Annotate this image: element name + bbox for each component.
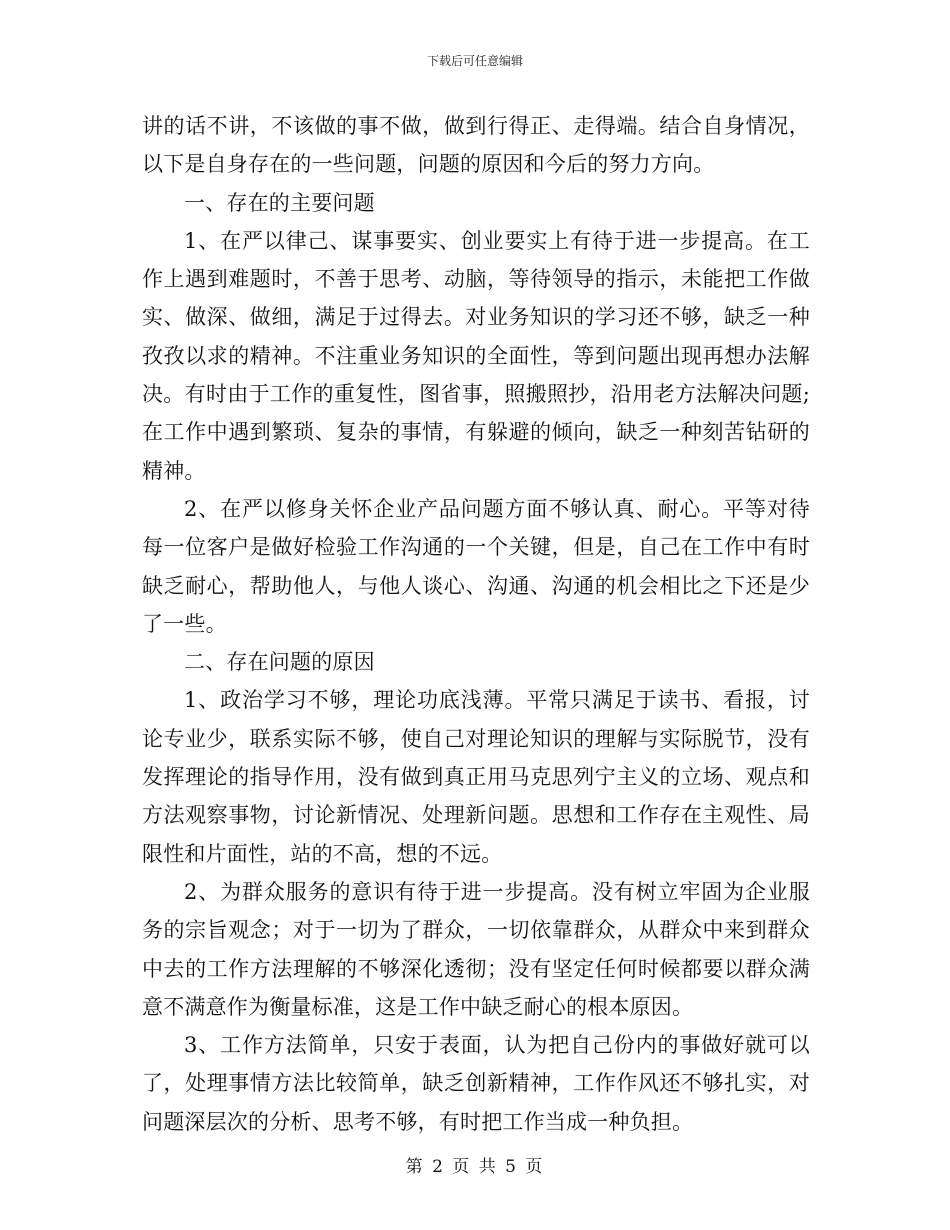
paragraph-continuation: 讲的话不讲，不该做的事不做，做到行得正、走得端。结合自身情况，以下是自身存在的一些问题，问题的原因和今后的努力方向。 [142,114,810,177]
page-number-footer: 第 2 页 共 5 页 [405,1157,545,1177]
page-header-note: 下载后可任意编辑 [426,54,523,68]
document-body [142,107,810,1141]
section-heading-causes: 二、存在问题的原因 [184,650,375,675]
paragraph-problem-2: 2、在严以修身关怀企业产品问题方面不够认真、耐心。平等对待每一位客户是做好检验工作沟通的一个关键，但是，自己在工作中有时缺乏耐心，帮助他人，与他人谈心、沟通、沟通的机会相比之下还是少了一些。 [142,496,810,636]
paragraph-cause-1: 1、政治学习不够，理论功底浅薄。平常只满足于读书、看报，讨论专业少，联系实际不够，使自己对理论知识的理解与实际脱节，没有发挥理论的指导作用，没有做到真正用马克思列宁主义的立场、观点和方法观察事物，讨论新情况、处理新问题。思想和工作存在主观性、局限性和片面性，站的不高，想的不远。 [142,688,810,866]
paragraph-problem-1: 1、在严以律己、谋事要实、创业要实上有待于进一步提高。在工作上遇到难题时，不善于思考、动脑，等待领导的指示，未能把工作做实、做深、做细，满足于过得去。对业务知识的学习还不够，缺乏一种孜孜以求的精神。不注重业务知识的全面性，等到问题出现再想办法解决。有时由于工作的重复性，图省事，照搬照抄，沿用老方法解决问题;在工作中遇到繁琐、复杂的事情，有躲避的倾向，缺乏一种刻苦钻研的精神。 [142,228,810,483]
paragraph-cause-2: 2、为群众服务的意识有待于进一步提高。没有树立牢固为企业服务的宗旨观念；对于一切为了群众，一切依靠群众，从群众中来到群众中去的工作方法理解的不够深化透彻；没有坚定任何时候都要以群众满意不满意作为衡量标准，这是工作中缺乏耐心的根本原因。 [142,879,810,1019]
section-heading-main-problems: 一、存在的主要问题 [184,190,375,215]
paragraph-cause-3: 3、工作方法简单，只安于表面，认为把自己份内的事做好就可以了，处理事情方法比较简单，缺乏创新精神，工作作风还不够扎实，对问题深层次的分析、思考不够，有时把工作当成一种负担。 [142,1033,810,1134]
